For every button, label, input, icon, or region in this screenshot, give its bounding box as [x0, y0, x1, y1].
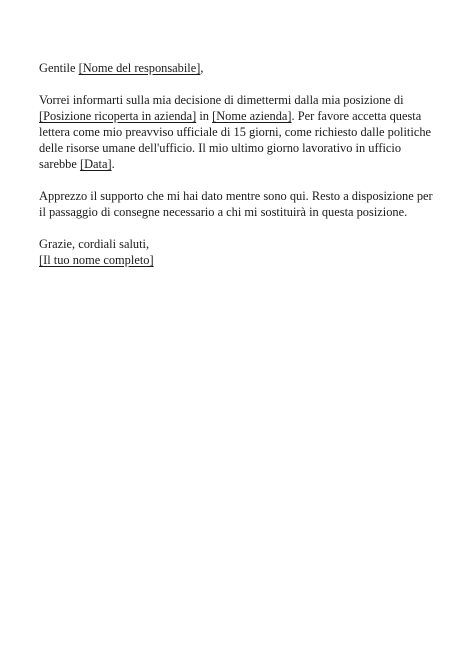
date-placeholder: [Data] [79, 157, 112, 171]
resignation-paragraph [39, 92, 432, 172]
manager-name-placeholder: [Nome del responsabile] [78, 61, 201, 75]
paragraph1-line1: Vorrei informarti sulla mia decisione di dimettermi dalla mia posizione di [39, 93, 404, 107]
position-placeholder: [Posizione ricoperta in azienda] [39, 109, 197, 123]
paragraph1-line3: lettera come mio preavviso ufficiale di 15 giorni, come richiesto dalle politiche [39, 125, 432, 139]
salutation [39, 60, 426, 76]
paragraph2-line1: Apprezzo il supporto che mi hai dato mentre sono qui. Resto a disposizione per [39, 189, 433, 203]
paragraph1-line2 [39, 108, 426, 124]
closing-line: Grazie, cordiali saluti, [39, 237, 150, 251]
paragraph1-line2-mid: in [196, 109, 213, 123]
paragraph1-line2-post: . Per favore accetta questa [291, 109, 422, 123]
salutation-suffix: , [200, 61, 204, 75]
appreciation-paragraph [39, 188, 433, 220]
paragraph1-line4: delle risorse umane dell'ufficio. Il mio ultimo giorno lavorativo in ufficio [39, 141, 402, 155]
paragraph2-line2: il passaggio di consegne necessario a chi mi sostituirà in questa posizione. [39, 205, 408, 219]
full-name-placeholder: [Il tuo nome completo] [39, 253, 154, 267]
paragraph1-line5 [39, 156, 426, 172]
closing [39, 236, 426, 268]
company-name-placeholder: [Nome azienda] [212, 109, 292, 123]
paragraph1-line5-pre: sarebbe [39, 157, 80, 171]
paragraph1-line5-post: . [111, 157, 115, 171]
salutation-prefix: Gentile [39, 61, 79, 75]
